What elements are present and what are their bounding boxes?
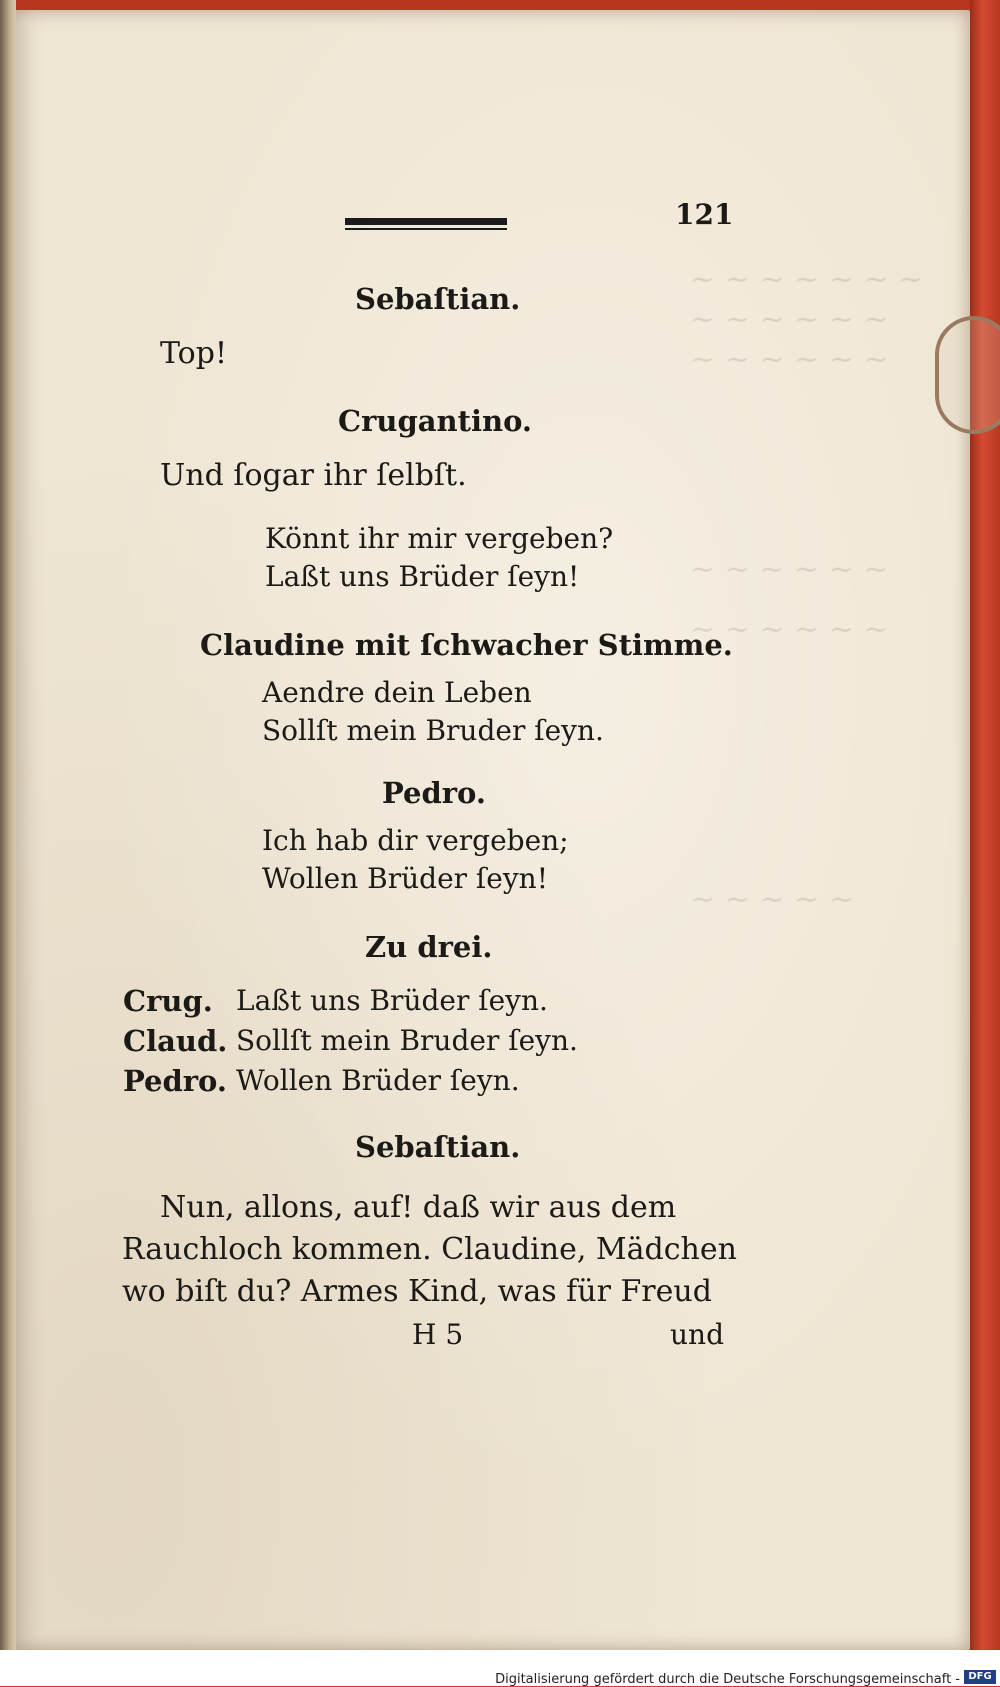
- speaker-abbr: Crug.: [123, 984, 213, 1018]
- page-number: 121: [675, 198, 734, 231]
- prose-line: Nun, allons, auf! daß wir aus dem: [160, 1190, 677, 1225]
- speaker-heading: Zu drei.: [365, 930, 493, 964]
- speaker-heading: Sebaſtian.: [355, 282, 521, 316]
- speaker-heading: Pedro.: [382, 776, 486, 810]
- verse-line: Laßt uns Brüder ſeyn!: [265, 560, 580, 593]
- show-through-text: ~ ~ ~ ~ ~ ~: [690, 552, 889, 587]
- catchword: und: [670, 1318, 724, 1351]
- book-spine: [0, 0, 16, 1650]
- trio-line: Wollen Brüder ſeyn.: [236, 1064, 520, 1097]
- footer-credit: Digitalisierung gefördert durch die Deutsche Forschungsgemeinschaft -: [495, 1672, 960, 1687]
- speaker-abbr: Pedro.: [123, 1064, 227, 1098]
- header-rule: [345, 218, 507, 225]
- speaker-heading: Claudine mit ſchwacher Stimme.: [200, 628, 733, 662]
- show-through-text: ~ ~ ~ ~ ~: [690, 882, 854, 917]
- dfg-logo: DFG: [964, 1670, 996, 1684]
- dialogue-line: Top!: [160, 336, 228, 371]
- trio-line: Sollſt mein Bruder ſeyn.: [236, 1024, 578, 1057]
- show-through-text: ~ ~ ~ ~ ~ ~: [690, 302, 889, 337]
- book-cover-right: [970, 0, 1000, 1650]
- show-through-text: ~ ~ ~ ~ ~ ~: [690, 342, 889, 377]
- header-rule-thin: [345, 228, 507, 230]
- speaker-heading: Crugantino.: [338, 404, 533, 438]
- trio-line: Laßt uns Brüder ſeyn.: [236, 984, 548, 1017]
- speaker-abbr: Claud.: [123, 1024, 228, 1058]
- show-through-text: ~ ~ ~ ~ ~ ~: [690, 612, 889, 647]
- prose-line: wo biſt du? Armes Kind, was für Freud: [122, 1274, 712, 1309]
- verse-line: Wollen Brüder ſeyn!: [262, 862, 548, 895]
- signature-mark: H 5: [412, 1318, 464, 1351]
- speaker-heading: Sebaſtian.: [355, 1130, 521, 1164]
- verse-line: Aendre dein Leben: [262, 676, 532, 709]
- verse-line: Ich hab dir vergeben;: [262, 824, 569, 857]
- verse-line: Sollſt mein Bruder ſeyn.: [262, 714, 604, 747]
- dialogue-line: Und ſogar ihr ſelbſt.: [160, 458, 467, 493]
- page-tab-marker: [935, 316, 1000, 434]
- verse-line: Könnt ihr mir vergeben?: [265, 522, 614, 555]
- show-through-text: ~ ~ ~ ~ ~ ~ ~: [690, 262, 924, 297]
- prose-line: Rauchloch kommen. Claudine, Mädchen: [122, 1232, 737, 1267]
